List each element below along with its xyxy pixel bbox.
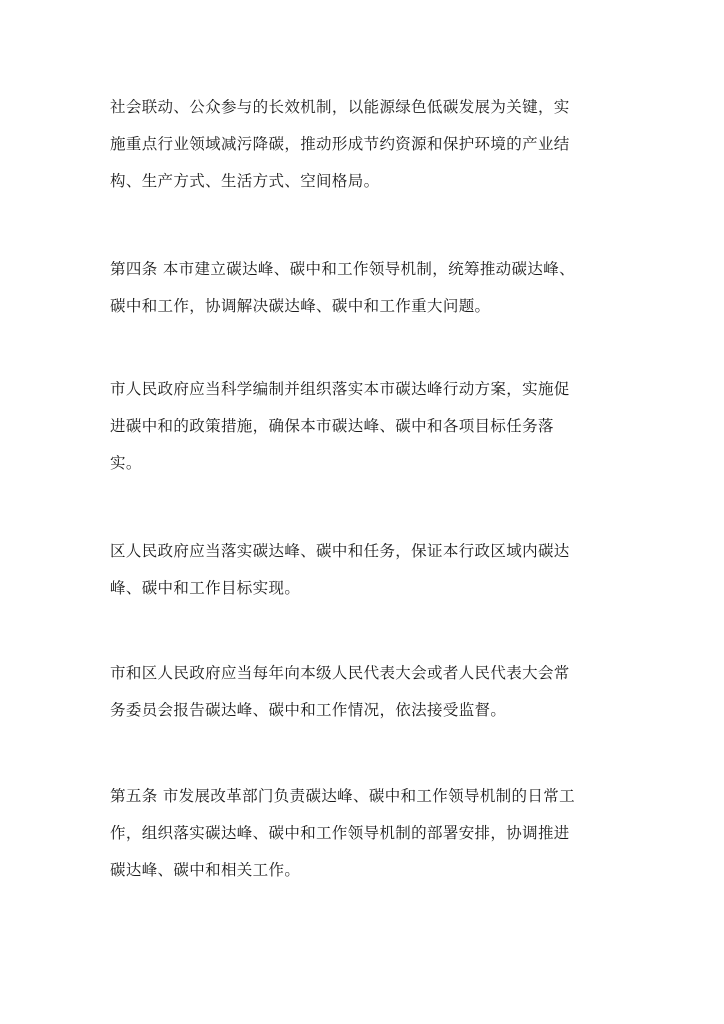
paragraph-line: 碳达峰、碳中和相关工作。 bbox=[110, 861, 301, 879]
paragraph-article-5 bbox=[110, 778, 620, 889]
paragraph-line: 实。 bbox=[110, 454, 142, 472]
paragraph-article-4 bbox=[110, 251, 620, 325]
paragraph-line: 作，组织落实碳达峰、碳中和工作领导机制的部署安排，协调推进 bbox=[110, 824, 570, 842]
paragraph-3 bbox=[110, 371, 620, 482]
paragraph-1 bbox=[110, 89, 620, 200]
paragraph-line: 市和区人民政府应当每年向本级人民代表大会或者人民代表大会常 bbox=[110, 664, 570, 682]
paragraph-line: 碳中和工作，协调解决碳达峰、碳中和工作重大问题。 bbox=[110, 297, 491, 315]
paragraph-line: 务委员会报告碳达峰、碳中和工作情况，依法接受监督。 bbox=[110, 701, 507, 719]
paragraph-4 bbox=[110, 533, 620, 607]
paragraph-line: 峰、碳中和工作目标实现。 bbox=[110, 579, 301, 597]
paragraph-line: 构、生产方式、生活方式、空间格局。 bbox=[110, 172, 380, 190]
paragraph-line: 市人民政府应当科学编制并组织落实本市碳达峰行动方案，实施促 bbox=[110, 380, 570, 398]
paragraph-line: 施重点行业领域减污降碳，推动形成节约资源和保护环境的产业结 bbox=[110, 135, 570, 153]
paragraph-5 bbox=[110, 655, 620, 729]
paragraph-line: 第五条 市发展改革部门负责碳达峰、碳中和工作领导机制的日常工 bbox=[110, 787, 575, 805]
paragraph-line: 第四条 本市建立碳达峰、碳中和工作领导机制，统筹推动碳达峰、 bbox=[110, 260, 575, 278]
paragraph-line: 社会联动、公众参与的长效机制，以能源绿色低碳发展为关键，实 bbox=[110, 98, 570, 116]
paragraph-line: 进碳中和的政策措施，确保本市碳达峰、碳中和各项目标任务落 bbox=[110, 417, 554, 435]
paragraph-line: 区人民政府应当落实碳达峰、碳中和任务，保证本行政区域内碳达 bbox=[110, 542, 570, 560]
